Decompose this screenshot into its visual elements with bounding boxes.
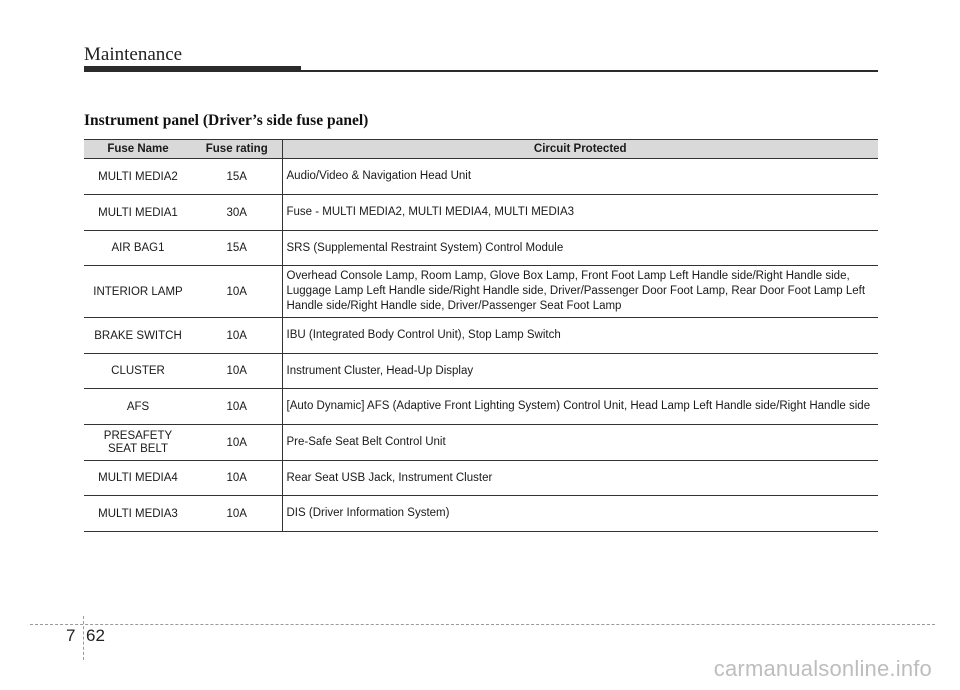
fuse-name-cell: BRAKE SWITCH xyxy=(84,318,192,354)
table-row xyxy=(84,389,878,425)
fuse-name-cell: MULTI MEDIA4 xyxy=(84,461,192,496)
footer-rule xyxy=(30,624,935,625)
table-row xyxy=(84,318,878,354)
circuit-protected-cell: [Auto Dynamic] AFS (Adaptive Front Lighting System) Control Unit, Head Lamp Left Handle side/Right Handle side xyxy=(282,389,878,425)
header-fuse-rating: Fuse rating xyxy=(192,140,282,159)
table-row xyxy=(84,496,878,532)
fuse-rating-cell: 15A xyxy=(192,231,282,266)
fuse-rating-cell: 10A xyxy=(192,318,282,354)
circuit-protected-cell: SRS (Supplemental Restraint System) Control Module xyxy=(282,231,878,266)
fuse-name-cell: INTERIOR LAMP xyxy=(84,266,192,318)
fuse-name-cell: MULTI MEDIA3 xyxy=(84,496,192,532)
fuse-name-cell: MULTI MEDIA1 xyxy=(84,195,192,231)
fuse-rating-cell: 10A xyxy=(192,389,282,425)
table-body xyxy=(84,159,878,532)
fuse-rating-cell: 10A xyxy=(192,461,282,496)
table-row xyxy=(84,195,878,231)
title-bar-thick xyxy=(84,66,301,72)
section-title: Maintenance xyxy=(84,44,183,65)
circuit-protected-cell: DIS (Driver Information System) xyxy=(282,496,878,532)
fuse-rating-cell: 10A xyxy=(192,496,282,532)
circuit-protected-cell: Pre-Safe Seat Belt Control Unit xyxy=(282,425,878,461)
fuse-name-cell: CLUSTER xyxy=(84,354,192,389)
circuit-protected-cell: Overhead Console Lamp, Room Lamp, Glove Box Lamp, Front Foot Lamp Left Handle side/Right Handle side, Luggage Lamp Left Handle side/Right Handle side, Driver/Passenger Door Foot Lamp, Rear Door Foot Lamp Left Handle side/Right Handle side, Driver/Passenger Seat Foot Lamp xyxy=(282,266,878,318)
table-row xyxy=(84,425,878,461)
table-row xyxy=(84,159,878,195)
title-bar-thin xyxy=(301,70,878,72)
circuit-protected-cell: IBU (Integrated Body Control Unit), Stop Lamp Switch xyxy=(282,318,878,354)
fuse-name-cell: AFS xyxy=(84,389,192,425)
header-circuit-protected: Circuit Protected xyxy=(282,140,878,159)
circuit-protected-cell: Instrument Cluster, Head-Up Display xyxy=(282,354,878,389)
table-row xyxy=(84,461,878,496)
table-row xyxy=(84,231,878,266)
chapter-number: 7 xyxy=(66,626,76,645)
fuse-rating-cell: 30A xyxy=(192,195,282,231)
fuse-table xyxy=(84,139,878,532)
fuse-rating-cell: 10A xyxy=(192,425,282,461)
watermark: carmanualsonline.info xyxy=(713,656,932,681)
circuit-protected-cell: Rear Seat USB Jack, Instrument Cluster xyxy=(282,461,878,496)
page-number: 62 xyxy=(86,626,105,645)
table-row xyxy=(84,354,878,389)
fuse-name-cell: MULTI MEDIA2 xyxy=(84,159,192,195)
fuse-rating-cell: 15A xyxy=(192,159,282,195)
circuit-protected-cell: Fuse - MULTI MEDIA2, MULTI MEDIA4, MULTI MEDIA3 xyxy=(282,195,878,231)
circuit-protected-cell: Audio/Video & Navigation Head Unit xyxy=(282,159,878,195)
fuse-rating-cell: 10A xyxy=(192,266,282,318)
fuse-name-cell: AIR BAG1 xyxy=(84,231,192,266)
table-header-row xyxy=(84,140,878,159)
table-row xyxy=(84,266,878,318)
table-subtitle: Instrument panel (Driver’s side fuse panel) xyxy=(84,112,369,129)
footer-divider xyxy=(83,616,84,660)
header-fuse-name: Fuse Name xyxy=(84,140,192,159)
fuse-rating-cell: 10A xyxy=(192,354,282,389)
fuse-name-cell: PRESAFETY SEAT BELT xyxy=(84,425,192,461)
